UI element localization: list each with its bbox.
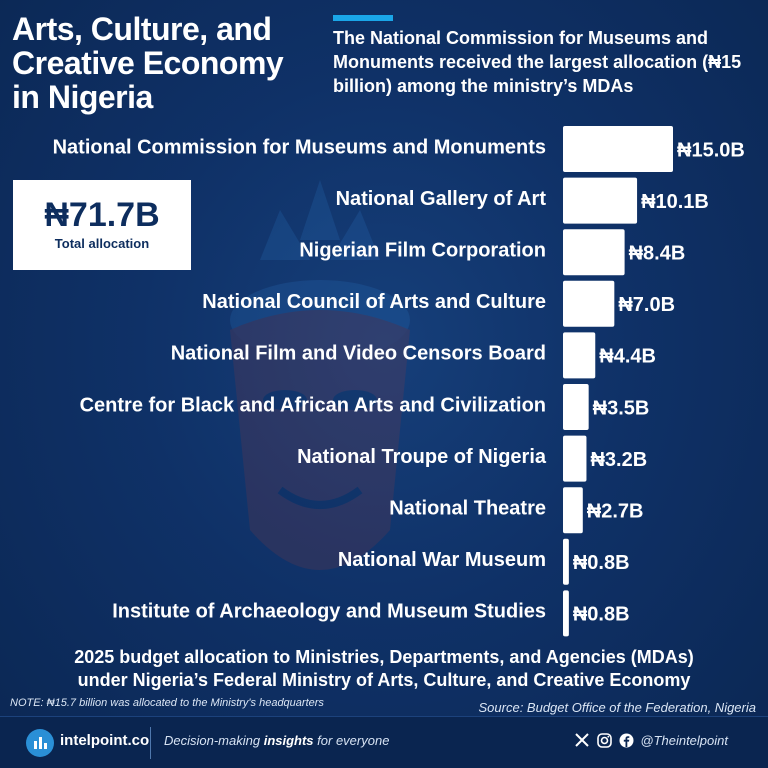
category-label: Nigerian Film Corporation	[299, 239, 546, 262]
social-handle[interactable]: @Theintelpoint	[640, 732, 728, 748]
page-subtitle: The National Commission for Museums and Monuments received the largest allocation (₦15 billion) among the ministry’s MDAs	[333, 28, 742, 96]
bar-chart	[0, 120, 768, 640]
value-label: ₦8.4B	[628, 242, 686, 265]
intelpoint-logo-icon	[26, 729, 54, 757]
tagline-post: for everyone	[313, 733, 390, 748]
value-label: ₦3.2B	[590, 448, 648, 471]
category-label: National War Museum	[337, 549, 546, 572]
brand-tagline	[164, 733, 389, 748]
value-label: ₦15.0B	[677, 139, 745, 162]
brand-name[interactable]: intelpoint.co	[60, 732, 150, 749]
category-label: Centre for Black and African Arts and Civilization	[79, 394, 546, 417]
facebook-icon[interactable]	[618, 732, 634, 748]
value-label: ₦3.5B	[592, 397, 650, 420]
value-label: ₦2.7B	[586, 500, 644, 523]
bar	[563, 229, 625, 275]
category-label: National Troupe of Nigeria	[297, 445, 546, 468]
value-label: ₦4.4B	[599, 345, 656, 368]
footer-title-line-2: under Nigeria’s Federal Ministry of Arts, Culture, and Creative Economy	[77, 670, 691, 690]
value-label: ₦10.1B	[641, 190, 709, 213]
value-label: ₦0.8B	[572, 552, 630, 575]
total-allocation-value: ₦71.7B	[44, 196, 160, 234]
tagline-pre: Decision-making	[164, 733, 264, 748]
category-label: National Commission for Museums and Monuments	[52, 136, 546, 159]
category-label: National Film and Video Censors Board	[170, 342, 546, 365]
category-label: National Council of Arts and Culture	[202, 291, 546, 314]
source-text: Source: Budget Office of the Federation, Nigeria	[478, 700, 756, 715]
bar	[563, 281, 614, 327]
instagram-icon[interactable]	[596, 732, 612, 748]
bar	[563, 384, 589, 430]
value-label: ₦7.0B	[618, 294, 676, 317]
social-links	[574, 732, 728, 748]
footnote: NOTE: ₦15.7 billion was allocated to the Ministry's headquarters	[10, 697, 324, 709]
x-icon[interactable]	[574, 732, 590, 748]
bar	[563, 178, 637, 224]
bar	[563, 590, 569, 636]
bar	[563, 332, 595, 378]
page-title: Arts, Culture, and Creative Economy in Nigeria	[12, 11, 284, 115]
bar	[563, 436, 586, 482]
footer-divider	[150, 727, 151, 759]
value-label: ₦0.8B	[572, 603, 630, 626]
total-allocation-label: Total allocation	[54, 236, 150, 251]
bar	[563, 487, 583, 533]
footer-title-line-1: 2025 budget allocation to Ministries, Departments, and Agencies (MDAs)	[74, 647, 694, 667]
brand-footer	[0, 716, 768, 768]
chart-footer-title	[0, 646, 768, 692]
bar	[563, 126, 673, 172]
category-label: National Theatre	[389, 497, 546, 520]
bar	[563, 539, 569, 585]
tagline-bold: insights	[263, 733, 314, 748]
category-label: Institute of Archaeology and Museum Studies	[112, 600, 546, 623]
accent-bar	[333, 15, 393, 21]
category-label: National Gallery of Art	[335, 187, 546, 210]
